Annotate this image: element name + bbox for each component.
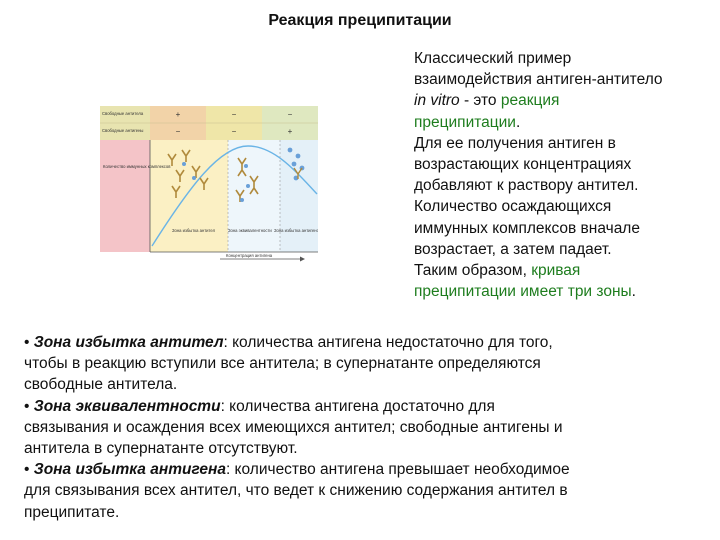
xlabel: Концентрация антигена [226, 253, 273, 258]
bullet-line [24, 396, 704, 417]
row1-sign-1: + [175, 110, 181, 119]
bullet-marker: • [24, 461, 34, 479]
slide-title: Реакция преципитации [268, 12, 452, 29]
ylabel: Количество иммунных комплексов [103, 164, 171, 169]
bullet-marker: • [24, 397, 34, 415]
term-curve: кривая [531, 262, 581, 280]
precipitation-curve-figure [100, 106, 318, 266]
right-line-4-rest: . [515, 113, 521, 131]
bullet-continuation: для связывания всех антител, что ведет к снижению содержания антител в [24, 482, 568, 500]
right-line-3-rest: - это [459, 92, 501, 110]
term-reaction: реакция [500, 92, 560, 110]
zone2-label: Зона эквивалентности [228, 228, 272, 233]
bullet-text: : количества антигена недостаточно для того, [223, 334, 553, 351]
zone1-label: Зона избытка антител [172, 228, 216, 233]
bullet-antigen-excess [24, 459, 704, 523]
ylabel-panel [100, 140, 150, 252]
bullet-line [24, 459, 704, 480]
row1-sign-3: − [287, 110, 293, 119]
right-line-7: добавляют к раствору антител. [414, 177, 639, 195]
row2-label: Свободные антигены [102, 128, 144, 133]
right-line-6: возрастающих концентрациях [414, 156, 632, 174]
zone3-label: Зона избытка антигенов [274, 228, 318, 233]
bullet-continuation: антитела в супернатанте отсутствуют. [24, 440, 298, 458]
right-line-9: иммунных комплексов вначале [414, 219, 640, 237]
right-line-4 [414, 112, 716, 133]
bullet-term: Зона эквивалентности [33, 397, 221, 415]
bullet-continuation: связывания и осаждения всех имеющихся антител; свободные антигены и [24, 418, 563, 436]
zone1-bg [150, 140, 228, 252]
zone2-bg [228, 140, 280, 252]
term-three-zones: преципитации имеет три зоны [414, 283, 632, 301]
right-line-5: Для ее получения антиген в [414, 134, 616, 152]
bullet-equivalence [24, 396, 704, 460]
row2-sign-2: − [231, 127, 237, 136]
right-line-8: Количество осаждающихся [414, 198, 612, 216]
right-line-11 [414, 260, 716, 281]
bullet-continuation: преципитате. [24, 503, 120, 521]
in-vitro-text: in vitro [414, 92, 460, 110]
bullet-text: : количество антигена превышает необходимое [225, 461, 570, 479]
right-line-3 [414, 90, 716, 111]
term-precipitation: преципитации [414, 113, 516, 131]
bullet-antibody-excess [24, 332, 704, 396]
bullet-continuation: свободные антитела. [24, 376, 178, 394]
row2-sign-1: − [175, 127, 181, 136]
row1-sign-2: − [231, 110, 237, 119]
right-line-11-rest: Таким образом, [414, 262, 532, 280]
figure-svg [100, 106, 318, 266]
zone-descriptions [24, 332, 704, 523]
right-line-12-rest: . [631, 283, 636, 301]
right-line-2: взаимодействия антиген-антитело [414, 71, 663, 89]
right-line-10: возрастает, а затем падает. [414, 240, 612, 258]
bullet-marker: • [24, 334, 34, 351]
row2-sign-3: + [287, 127, 293, 136]
bullet-text: : количества антигена достаточно для [220, 397, 495, 415]
bullet-continuation: чтобы в реакцию вступили все антитела; в супернатанте определяются [24, 355, 541, 373]
bullet-line [24, 332, 704, 353]
right-line-12 [414, 281, 716, 302]
bullet-term: Зона избытка антигена [33, 461, 226, 479]
right-line-1: Классический пример [414, 50, 572, 67]
bullet-term: Зона избытка антител [33, 334, 224, 351]
row1-label: Свободные антитела [102, 111, 144, 116]
right-text-block [414, 48, 716, 302]
